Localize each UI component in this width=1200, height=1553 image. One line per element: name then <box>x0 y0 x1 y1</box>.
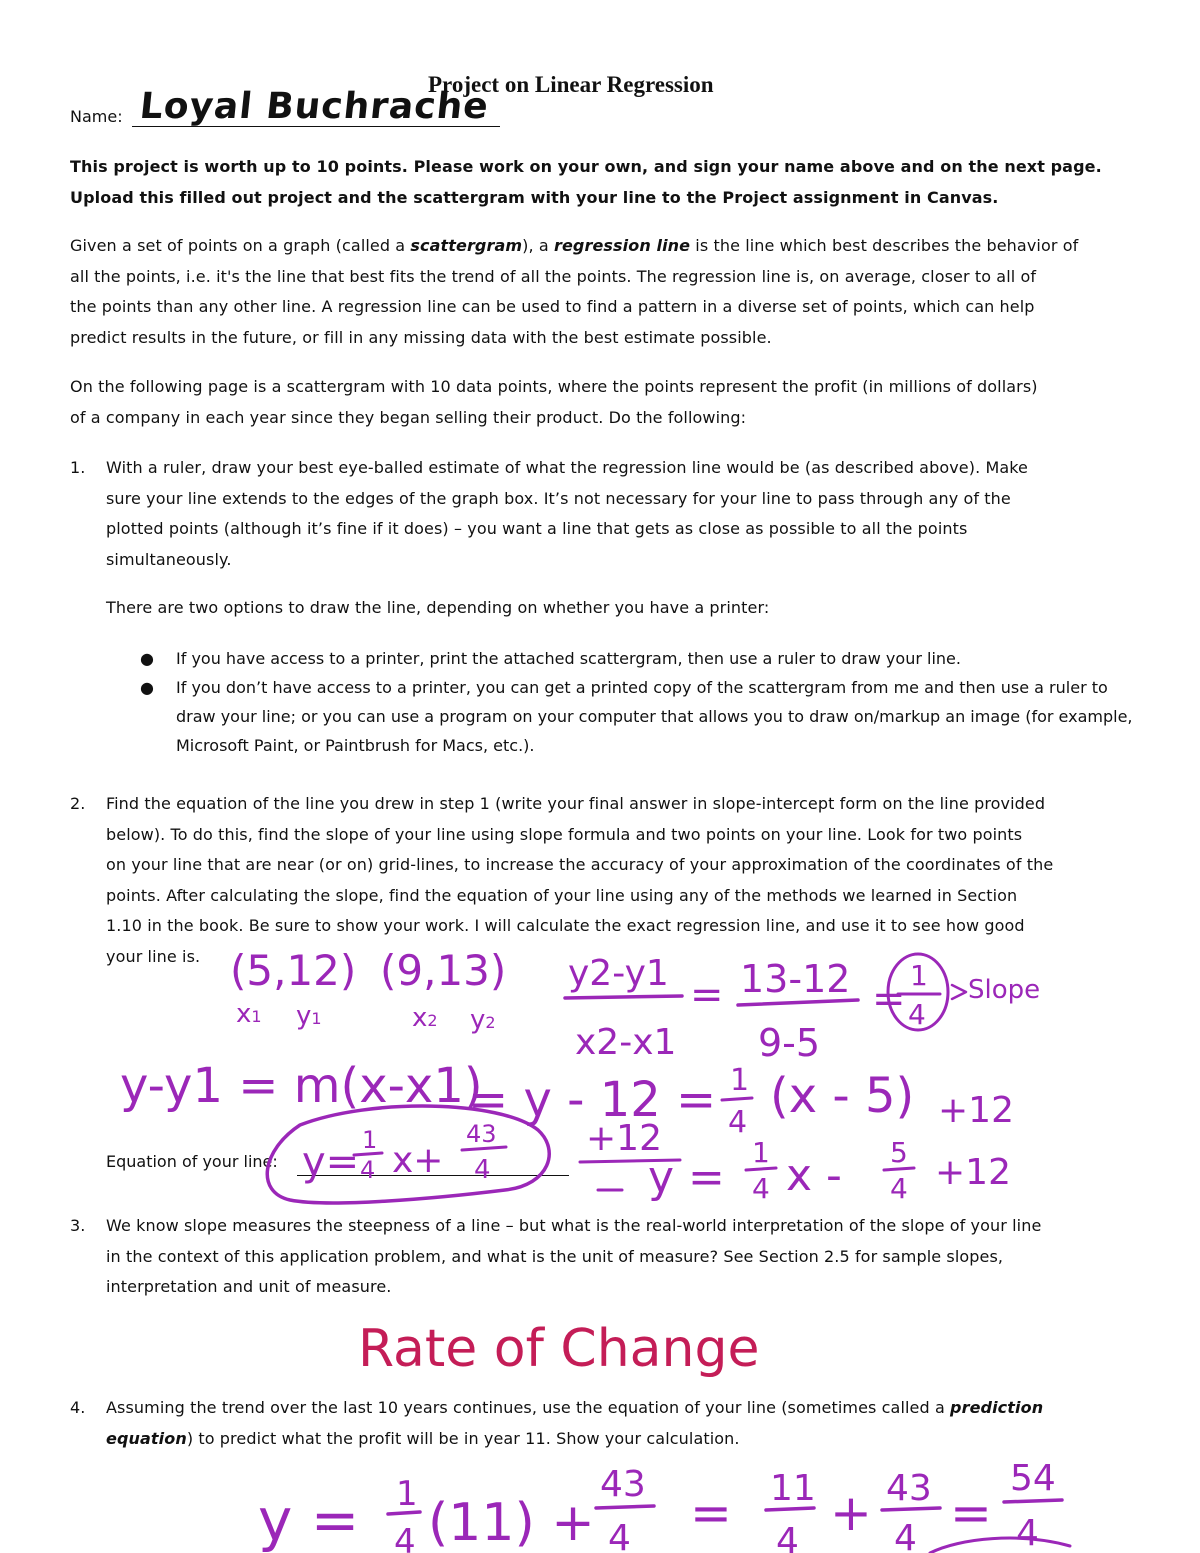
hw-x2-label: x2 <box>412 1003 438 1033</box>
step-4-text: Assuming the trend over the last 10 years continues, use the equation of your line (sometimes called a prediction equation) to predict what the profit will be in year 11. Show your calculation. <box>106 1398 1044 1448</box>
term-equation: equation <box>106 1428 187 1448</box>
hw-s4-eq1: = <box>690 1484 732 1542</box>
hw-plus12-a: +12 <box>938 1090 1014 1131</box>
term-regression-line: regression line <box>553 236 691 255</box>
hw-x-minus: x - <box>786 1150 842 1201</box>
step-3-number: 3. <box>70 1216 86 1235</box>
para1-line-2: all the points, i.e. it's the line that best fits the trend of all the points. The regression line is, on average, closer to all of <box>70 266 1037 286</box>
hw-fraction-bar <box>1004 1500 1062 1502</box>
name-label: Name: <box>70 107 123 126</box>
para2-line-1: On the following page is a scattergram with 10 data points, where the points represent the profit (in millions of dollars) <box>70 377 1038 396</box>
hw-five: 5 <box>890 1136 908 1169</box>
hw-y2-label: y2 <box>470 1005 496 1035</box>
hw-s4-eleven: (11) + <box>428 1493 595 1553</box>
hw-paren: (x - 5) <box>770 1068 915 1124</box>
hw-fraction-bar <box>596 1506 654 1508</box>
step-2-text: Find the equation of the line you drew in step 1 (write your final answer in slope-intercept form on the line provided below). To do this, find the slope of your line using slope formula and two points on your line. Look for two points on your line that are near (or on) grid-lines, to increase the accuracy of your approximation of the coordinates of the points. After calculating the slope, find the equation of your line using any of the methods we learned in Section 1.10 in the book. Be sure to show your work. I will calculate the exact regression line, and use it to see how good your line is. <box>106 794 1054 966</box>
hw-underline <box>580 1160 680 1162</box>
hw-final-c-den: 4 <box>474 1155 491 1185</box>
bullet-dot: ● <box>140 649 154 668</box>
hw-s4-plus: + <box>830 1484 872 1542</box>
bullet-dot: ● <box>140 678 154 697</box>
hw-s4-4a: 4 <box>608 1518 631 1553</box>
hw-s4-43: 43 <box>600 1464 646 1505</box>
hw-slope-num: 1 <box>910 959 928 992</box>
hw-fraction-bar <box>738 1000 858 1005</box>
hw-answer-circle-partial <box>930 1538 1070 1553</box>
hw-final-slope-den: 4 <box>360 1156 376 1184</box>
para1-line-3: the points than any other line. A regression line can be used to find a pattern in a diverse set of points, which can help <box>70 297 1035 316</box>
hw-slope-den: 4 <box>908 998 926 1031</box>
step-3-text: We know slope measures the steepness of a line – but what is the real-world interpretation of the slope of your line in the context of this application problem, and what is the unit of measure? See Section 2.5 for sample slopes, interpretation and unit of measure. <box>106 1216 1042 1296</box>
hw-fraction-bar <box>882 1508 940 1510</box>
hw-plus12-b: +12 <box>586 1118 662 1159</box>
hw-frac-den: 4 <box>728 1105 748 1140</box>
step-2-number: 2. <box>70 794 86 813</box>
hw-final-c-num: 43 <box>466 1120 497 1148</box>
hw-fraction-bar <box>722 1098 752 1100</box>
hw-s4-four: 4 <box>394 1522 416 1553</box>
hw-equals: = <box>690 972 724 1018</box>
hw-fraction-bar <box>462 1147 506 1150</box>
hw-fraction-bar <box>565 996 682 998</box>
hw-slope-calc-bottom: 9-5 <box>758 1021 821 1065</box>
term-prediction: prediction <box>950 1398 1044 1417</box>
hw-fraction-bar <box>388 1512 420 1514</box>
equation-answer-line <box>297 1175 569 1176</box>
hw-y-equals: y = <box>648 1152 725 1203</box>
para1-line-1: Given a set of points on a graph (called a scattergram), a regression line is the line which best describes the behavior of <box>70 236 1079 255</box>
intro-instructions <box>70 152 1150 213</box>
step-4-number: 4. <box>70 1398 86 1417</box>
hw-slope-formula-top: y2-y1 <box>568 953 669 994</box>
hw-point-2: (9,13) <box>380 946 507 995</box>
regression-description <box>70 231 1150 353</box>
hw-fraction-bar <box>354 1153 382 1155</box>
hw-s4-11: 11 <box>770 1468 816 1509</box>
hw-s4-54: 54 <box>1010 1458 1056 1499</box>
hw-arrow <box>952 985 966 999</box>
scattergram-description <box>70 372 1150 433</box>
hw-answer-circle <box>267 1106 549 1203</box>
equation-label: Equation of your line: <box>106 1152 278 1171</box>
para2-line-2: of a company in each year since they began selling their product. Do the following: <box>70 407 747 427</box>
intro-line-2: Upload this filled out project and the scattergram with your line to the Project assignment in Canvas. <box>70 187 999 207</box>
hw-final-slope-num: 1 <box>362 1126 378 1154</box>
intro-line-1: This project is worth up to 10 points. Please work on your own, and sign your name above and on the next page. <box>70 157 1102 176</box>
hw-s4-4d: 4 <box>1016 1513 1039 1553</box>
hw-slope-word: Slope <box>968 975 1041 1005</box>
hw-x1-label: x1 <box>236 999 262 1029</box>
hw-final-y: y= <box>302 1139 360 1185</box>
hw-point-slope-formula: y-y1 = m(x-x1) <box>120 1058 483 1114</box>
step-1-options: There are two options to draw the line, depending on whether you have a printer: <box>106 598 770 617</box>
handwritten-name-signature: Loyal Buchrache <box>137 86 491 127</box>
hw-s4-one: 1 <box>396 1474 418 1514</box>
step-1-text: With a ruler, draw your best eye-balled estimate of what the regression line would be (as described above). Make sure your line extends to the edges of the graph box. It’s not necessary for your line to pass through any of the plotted points (although it’s fine if it does) – you want a line that gets as close as possible to all the points simultaneously. <box>106 458 1029 569</box>
bullet-no-printer: If you don’t have access to a printer, you can get a printed copy of the scattergram from me and then use a ruler to draw your line; or you can use a program on your computer that allows you to draw on/markup an image (for example, Microsoft Paint, or Paintbrush for Macs, etc.). <box>176 678 1133 755</box>
page-title: Project on Linear Regression <box>428 72 714 97</box>
hw-s4-43b: 43 <box>886 1468 932 1509</box>
step-1-number: 1. <box>70 458 86 477</box>
hw-s4-eq2: = <box>950 1484 992 1542</box>
term-scattergram: scattergram <box>410 236 523 255</box>
hw-frac-num: 1 <box>752 1136 770 1169</box>
hw-frac-num: 1 <box>730 1063 750 1098</box>
hw-plus12-c: +12 <box>935 1152 1011 1193</box>
hw-s4-y-eq: y = <box>258 1486 360 1553</box>
hw-s4-4b: 4 <box>776 1521 799 1553</box>
para1-line-4: predict results in the future, or fill in any missing data with the best estimate possible. <box>70 327 772 347</box>
hw-answer-rate-of-change: Rate of Change <box>358 1319 760 1379</box>
hw-slope-formula-bottom: x2-x1 <box>575 1022 677 1063</box>
hw-final-x: x+ <box>392 1140 444 1181</box>
hw-slope-calc-top: 13-12 <box>740 957 851 1001</box>
hw-fraction-bar <box>884 1168 914 1170</box>
hw-frac-den: 4 <box>752 1172 770 1205</box>
hw-s4-4c: 4 <box>894 1518 917 1553</box>
hw-y1-label: y1 <box>296 1001 322 1031</box>
hw-substitution: = y - 12 = <box>468 1072 717 1128</box>
hw-point-1: (5,12) <box>230 946 357 995</box>
hw-fraction-bar <box>766 1508 814 1510</box>
hw-equals: = <box>872 976 906 1022</box>
bullet-printer: If you have access to a printer, print the attached scattergram, then use a ruler to draw your line. <box>176 649 961 668</box>
hw-four: 4 <box>890 1172 908 1205</box>
hw-fraction-bar <box>746 1168 776 1170</box>
